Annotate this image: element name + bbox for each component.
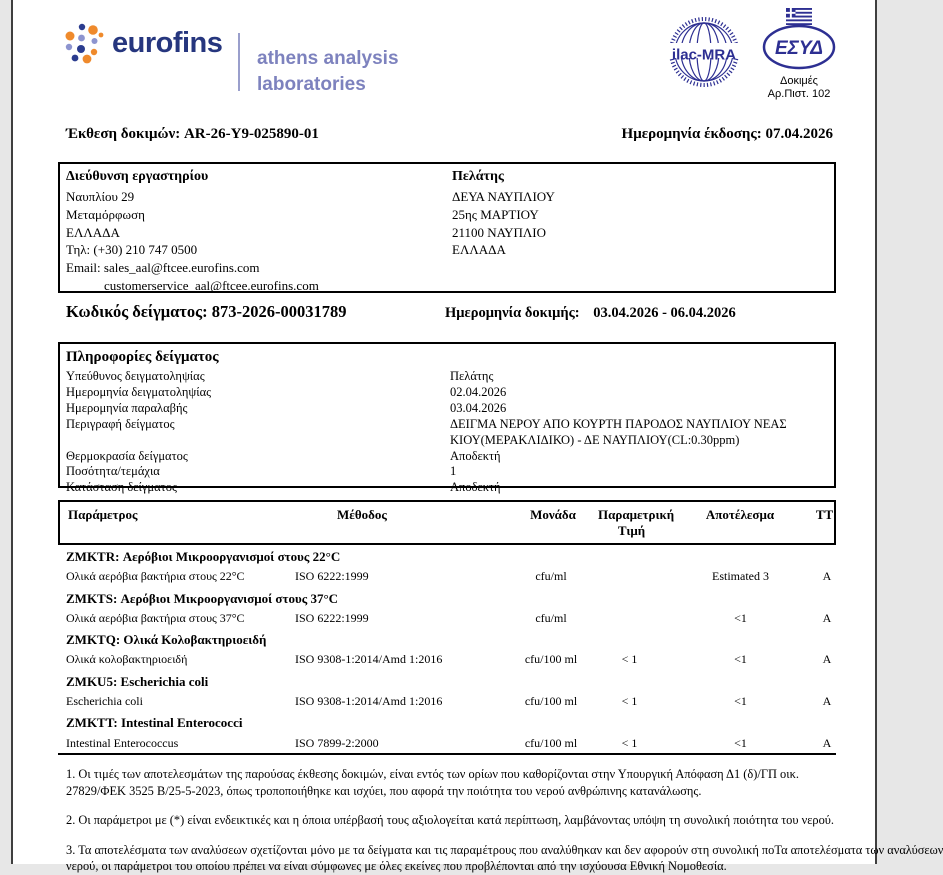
client-line: 21100 ΝΑΥΠΛΙΟ	[452, 224, 546, 240]
client-heading: Πελάτης	[452, 169, 504, 184]
ilac-mra-label: ilac-MRA	[671, 46, 737, 64]
test-date	[445, 305, 736, 322]
eurofins-wordmark: eurofins	[112, 26, 223, 59]
cell-parameter: Intestinal Enterococcus	[66, 735, 179, 750]
issue-date-label: Ημερομηνία έκδοσης:	[621, 126, 762, 142]
eurofins-logo	[63, 22, 222, 64]
cell-method: ISO 6222:1999	[295, 569, 369, 584]
esyd-logo-icon	[753, 6, 845, 70]
title-row	[58, 126, 836, 143]
sample-code-label: Κωδικός δείγματος:	[66, 302, 208, 321]
cell-unit: cfu/100 ml	[524, 652, 578, 667]
cell-parameter: Ολικά αερόβια βακτήρια στους 37°C	[66, 610, 245, 625]
col-header-result: Αποτέλεσμα	[705, 507, 775, 522]
results-table-header	[58, 500, 836, 545]
sub-brand-line2: laboratories	[257, 74, 366, 95]
greek-flag-icon	[786, 8, 812, 25]
result-row	[58, 609, 836, 629]
cell-tt: A	[822, 735, 832, 750]
cell-parameter: Ολικά αερόβια βακτήρια στους 22°C	[66, 569, 245, 584]
col-header-parameter: Παράμετρος	[68, 507, 138, 522]
report-number: AR-26-Y9-025890-01	[183, 126, 319, 142]
eurofins-dots-icon	[63, 22, 105, 64]
result-row	[58, 733, 836, 753]
sample-info-value: Αποδεκτή	[450, 480, 501, 495]
sample-code	[66, 302, 346, 322]
lab-phone: Τηλ: (+30) 210 747 0500	[66, 242, 198, 258]
sub-brand-line1: athens analysis	[257, 48, 399, 69]
cell-unit: cfu/100 ml	[524, 694, 578, 709]
issue-date-value: 07.04.2026	[765, 126, 833, 142]
col-header-limit: Παραμετρική Τιμή	[598, 507, 675, 538]
cell-tt: A	[822, 610, 832, 625]
footnote-1: 1. Οι τιμές των αποτελεσμάτων της παρούσας έκθεσης δοκιμών, είναι εντός των ορίων που καθορίζονται στην Υπουργική Απόφαση Δ1 (δ)/ΓΠ οικ. 27829/ΦΕΚ 3525 Β/25-5-2023, όπως τροποποιήθηκε και ισχύει, που αφορά την ποιότητα του νερού ανθρώπινης κατανάλωσης.	[66, 767, 799, 798]
sample-info-row	[66, 464, 828, 480]
sample-info-value: 1	[450, 464, 457, 479]
section-row: ZMKTT: Intestinal Enterococci	[66, 715, 243, 731]
client-address	[452, 168, 555, 259]
lab-email-1: Email: sales_aal@ftcee.eurofins.com	[66, 260, 260, 276]
client-line: 25ης ΜΑΡΤΙΟΥ	[452, 206, 539, 222]
sample-info-row	[66, 385, 828, 401]
result-row	[58, 650, 836, 670]
footnotes	[58, 766, 943, 875]
results-table-body	[58, 545, 836, 755]
section-row: ZMKTQ: Ολικά Κολοβακτηριοειδή	[66, 632, 267, 648]
col-header-method: Μέθοδος	[337, 507, 387, 522]
sample-info-row	[66, 401, 828, 417]
sample-info-label: Θερμοκρασία δείγματος	[66, 448, 188, 463]
sample-info-value: 03.04.2026	[450, 400, 507, 415]
cell-result: <1	[734, 652, 747, 667]
section-row: ZMKTR: Αερόβιοι Μικροοργανισμοί στους 22°C	[66, 549, 341, 564]
results-table	[58, 500, 836, 755]
lab-address	[66, 168, 828, 295]
sub-brand	[257, 46, 399, 98]
cell-unit: cfu/ml	[535, 569, 567, 584]
col-header-tt: TT	[815, 507, 834, 522]
result-row	[58, 567, 836, 587]
cell-result: <1	[734, 694, 747, 709]
sample-info-row	[66, 369, 828, 385]
col-header-unit: Μονάδα	[530, 507, 576, 522]
report-page	[11, 0, 943, 873]
lab-email-2: customerservice_aal@ftcee.eurofins.com	[104, 277, 319, 293]
sample-info-row	[66, 449, 828, 465]
lab-address-heading: Διεύθυνση εργαστηρίου	[66, 169, 209, 184]
section-row: ZMKU5: Escherichia coli	[66, 673, 209, 689]
issue-date	[622, 126, 836, 143]
cell-method: ISO 6222:1999	[295, 610, 369, 625]
sample-info-label: Ποσότητα/τεμάχια	[66, 464, 160, 479]
sample-info-box	[58, 342, 836, 495]
cell-parameter: Ολικά κολοβακτηριοειδή	[66, 652, 188, 667]
cell-tt: A	[822, 652, 832, 667]
sample-info-label: Ημερομηνία δειγματοληψίας	[66, 384, 212, 399]
test-date-label: Ημερομηνία δοκιμής:	[445, 305, 580, 321]
cell-unit: cfu/100 ml	[524, 735, 578, 750]
lab-address-line: ΕΛΛΑΔΑ	[66, 224, 120, 240]
section-row: ZMKTS: Αερόβιοι Μικροοργανισμοί στους 37°C	[66, 590, 339, 606]
sample-code-row	[58, 302, 836, 328]
cell-limit: < 1	[621, 735, 638, 750]
cell-unit: cfu/ml	[535, 610, 567, 625]
accreditation-caption-2: Αρ.Πιστ. 102	[767, 88, 831, 100]
client-line: ΔΕΥΑ ΝΑΥΠΛΙΟΥ	[452, 189, 555, 204]
sample-info-label: Υπεύθυνος δειγματοληψίας	[66, 369, 205, 383]
sample-info-row	[66, 417, 828, 449]
sample-info-value: Πελάτης	[450, 369, 494, 383]
sample-info-label: Κατάσταση δείγματος	[66, 480, 177, 495]
sample-info-row	[66, 480, 828, 496]
cell-tt: A	[822, 569, 832, 584]
cell-method: ISO 9308-1:2014/Amd 1:2016	[295, 694, 443, 709]
cell-result: Estimated 3	[712, 569, 769, 584]
result-row	[58, 692, 836, 712]
cell-result: <1	[734, 610, 747, 625]
client-line: ΕΛΛΑΔΑ	[452, 242, 506, 258]
cell-method: ISO 7899-2:2000	[295, 735, 379, 750]
report-title-label: Έκθεση δοκιμών:	[66, 126, 181, 142]
test-date-value: 03.04.2026 - 06.04.2026	[593, 305, 736, 321]
lab-address-line: Μεταμόρφωση	[66, 206, 145, 222]
sample-info-value: Αποδεκτή	[450, 448, 501, 463]
footnote-3-line1: 3. Τα αποτελέσματα των αναλύσεων σχετίζονται μόνο με τα δείγματα και τις παραμέτρους που αναλύθηκαν και δεν αφορούν στη συνολική ποΤα αποτελέσματα των αναλύσεων	[66, 842, 943, 857]
sample-code-value: 873-2026-00031789	[211, 302, 347, 321]
footnote-2: 2. Οι παράμετροι με (*) είναι ενδεικτικές και η όποια υπέρβασή τους αξιολογείται κατά περίπτωση, λαμβάνοντας υπόψη τη συνολική ποιότητα του νερού.	[66, 813, 835, 827]
cell-tt: A	[822, 694, 832, 709]
sample-info-heading: Πληροφορίες δείγματος	[66, 349, 219, 365]
esyd-label: ΕΣΥΔ	[774, 38, 824, 59]
cell-method: ISO 9308-1:2014/Amd 1:2016	[295, 652, 443, 667]
sample-info-label: Περιγραφή δείγματος	[66, 416, 175, 431]
report-title	[58, 126, 319, 143]
cell-limit: < 1	[621, 694, 638, 709]
ilac-mra-logo-icon	[665, 16, 743, 88]
brand-divider	[238, 33, 240, 91]
cell-parameter: Escherichia coli	[66, 694, 143, 709]
lab-client-box	[58, 162, 836, 293]
sample-info-value: ΔΕΙΓΜΑ ΝΕΡΟΥ ΑΠΟ ΚΟΥΡΤΗ ΠΑΡΟΔΟΣ ΝΑΥΠΛΙΟΥ ΝΕΑΣ ΚΙΟΥ(ΜΕΡΑΚΛΙΔΙΚΟ) - ΔΕ ΝΑΥΠΛΙΟΥ(CL:0.30ppm)	[450, 416, 787, 447]
esyd-logo	[751, 6, 847, 101]
footnote-3-line2: νερού, οι παράμετροι του οποίου πρέπει να είναι σύμφωνες με όλες εκείνες που προβλέπονται από την ισχύουσα Εθνική Νομοθεσία.	[66, 859, 727, 873]
sample-info-value: 02.04.2026	[450, 384, 507, 399]
cell-result: <1	[734, 735, 747, 750]
cell-limit: < 1	[621, 652, 638, 667]
accreditation-caption-1: Δοκιμές	[780, 75, 818, 87]
lab-address-line: Ναυπλίου 29	[66, 189, 135, 204]
sample-info-label: Ημερομηνία παραλαβής	[66, 400, 188, 415]
